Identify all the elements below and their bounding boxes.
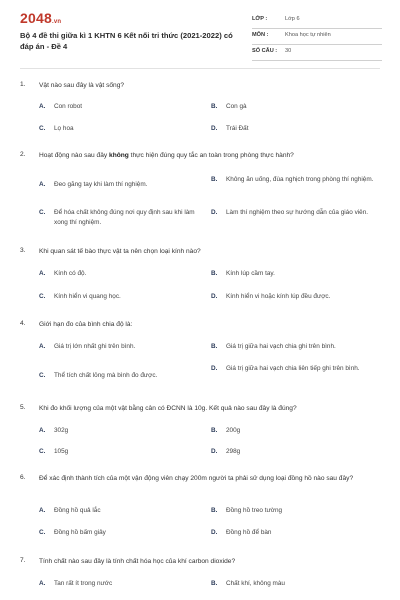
header-divider bbox=[20, 68, 380, 69]
question-number: 5. bbox=[20, 404, 26, 411]
info-row-class bbox=[252, 13, 382, 29]
info-value-subject: Khoa học tự nhiên bbox=[285, 32, 331, 38]
info-value-class: Lớp 6 bbox=[285, 16, 300, 22]
info-label-question-count: SỐ CÂU : bbox=[252, 48, 278, 54]
info-row-subject bbox=[252, 29, 382, 45]
question-text: Khi quan sát tế bào thực vật ta nên chọn loại kính nào? bbox=[39, 248, 201, 255]
question-text: Tính chất nào sau đây là tính chất hóa học của khí carbon dioxide? bbox=[39, 558, 236, 565]
question-number: 2. bbox=[20, 151, 26, 158]
info-label-subject: MÔN : bbox=[252, 32, 269, 38]
emphasis-word: không bbox=[109, 152, 129, 159]
info-value-question-count: 30 bbox=[285, 48, 292, 54]
question-text: Để xác định thành tích của một vận động viên chạy 200m người ta phải sử dụng loại đồng hồ nào sau đây? bbox=[39, 475, 354, 482]
info-label-class: LỚP : bbox=[252, 16, 268, 22]
question-text: Hoạt động nào sau đây không thực hiện đúng quy tắc an toàn trong phòng thực hành? bbox=[39, 152, 294, 159]
question-text: Vật nào sau đây là vật sống? bbox=[39, 82, 125, 89]
exam-title: Bộ 4 đề thi giữa kì 1 KHTN 6 Kết nối tri thức (2021-2022) có đáp án - Đề 4 bbox=[20, 31, 233, 51]
question-number: 6. bbox=[20, 474, 26, 481]
question-number: 1. bbox=[20, 81, 26, 88]
question-number: 4. bbox=[20, 320, 26, 327]
question-text: Khi đo khối lượng của một vật bằng cân có ĐCNN là 10g. Kết quả nào sau đây là đúng? bbox=[39, 405, 297, 412]
info-row-question-count bbox=[252, 45, 382, 61]
question-number: 3. bbox=[20, 247, 26, 254]
exam-info-table bbox=[252, 13, 382, 61]
site-logo[interactable]: 2048.vn bbox=[20, 10, 62, 26]
question-text: Giới hạn đo của bình chia độ là: bbox=[39, 321, 133, 328]
document-header bbox=[0, 0, 400, 66]
question-number: 7. bbox=[20, 557, 26, 564]
